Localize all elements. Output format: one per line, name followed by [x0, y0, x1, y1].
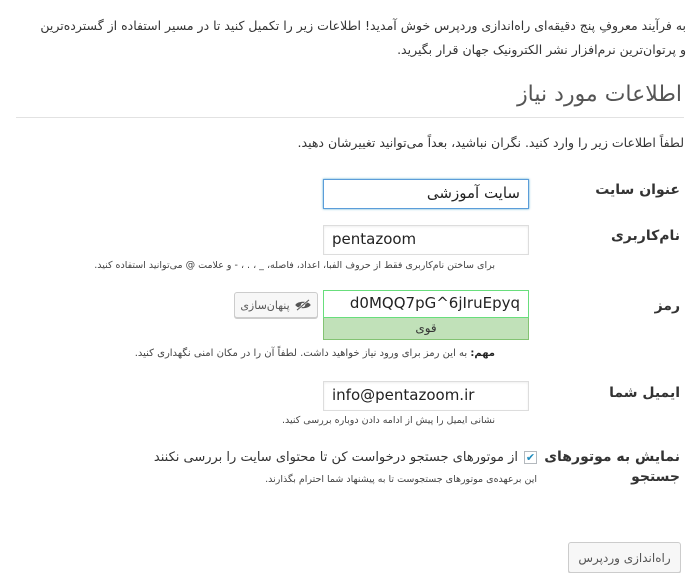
- intro-line-1: به فرآیند معروفِ پنج دقیقه‌ای راه‌اندازی وردپرس خوش آمدید! اطلاعات زیر را تکمیل کنید تا در مسیر استفاده از گسترده‌ترین: [40, 18, 686, 33]
- email-input[interactable]: info@pentazoom.ir: [323, 381, 529, 411]
- visibility-checkbox[interactable]: ✔: [525, 451, 536, 464]
- visibility-checkbox-label[interactable]: از موتورهای جستجو درخواست کن تا محتوای سایت را بررسی نکنند: [153, 450, 518, 465]
- visibility-hint: این برعهده‌ی موتورهای جستجوست تا به پیشنهاد شما احترام بگذارند.: [265, 474, 537, 485]
- password-label: رمز: [654, 298, 680, 314]
- hide-password-label: پنهان‌سازی: [240, 298, 290, 312]
- username-hint: برای ساختن نام‌کاربری فقط از حروف الفبا، اعداد، فاصله، _ ، . ، - و علامت @ می‌توانید استفاده کنید.: [94, 260, 495, 271]
- install-wordpress-button[interactable]: راه‌اندازی وردپرس: [568, 542, 681, 573]
- visibility-label: [544, 447, 680, 487]
- email-hint: نشانی ایمیل را پیش از ادامه دادن دوباره بررسی کنید.: [282, 415, 495, 426]
- eye-slash-icon: [294, 299, 312, 311]
- visibility-label-line-2: جستجو: [631, 469, 680, 485]
- visibility-checkbox-row[interactable]: [154, 450, 537, 465]
- password-important-note: [135, 348, 495, 359]
- intro-text: [14, 14, 686, 62]
- important-text: به این رمز برای ورود نیاز خواهید داشت. لطفاً آن را در مکان امنی نگهداری کنید.: [134, 348, 468, 359]
- site-title-input[interactable]: سایت آموزشی: [323, 179, 529, 209]
- divider: [16, 117, 684, 118]
- visibility-label-line-1: نمایش به موتورهای: [544, 449, 680, 465]
- username-input[interactable]: pentazoom: [323, 225, 529, 255]
- hide-password-button[interactable]: [234, 292, 318, 318]
- username-label: نام‌کاربری: [610, 228, 680, 244]
- site-title-label: عنوان سایت: [595, 182, 680, 198]
- form-description: لطفاً اطلاعات زیر را وارد کنید. نگران نباشید، بعداً می‌توانید تغییرشان دهید.: [297, 135, 684, 150]
- important-label: مهم:: [470, 348, 495, 359]
- password-strength-meter: قوی: [323, 318, 529, 340]
- password-input[interactable]: d0MQQ7pG^6jIruEpyq: [323, 290, 529, 318]
- email-label: ایمیل شما: [609, 385, 680, 401]
- section-title: اطلاعات مورد نیاز: [517, 82, 682, 107]
- intro-line-2: و پرتوان‌ترین نرم‌افزار نشر الکترونیک جهان قرار بگیرید.: [397, 42, 686, 57]
